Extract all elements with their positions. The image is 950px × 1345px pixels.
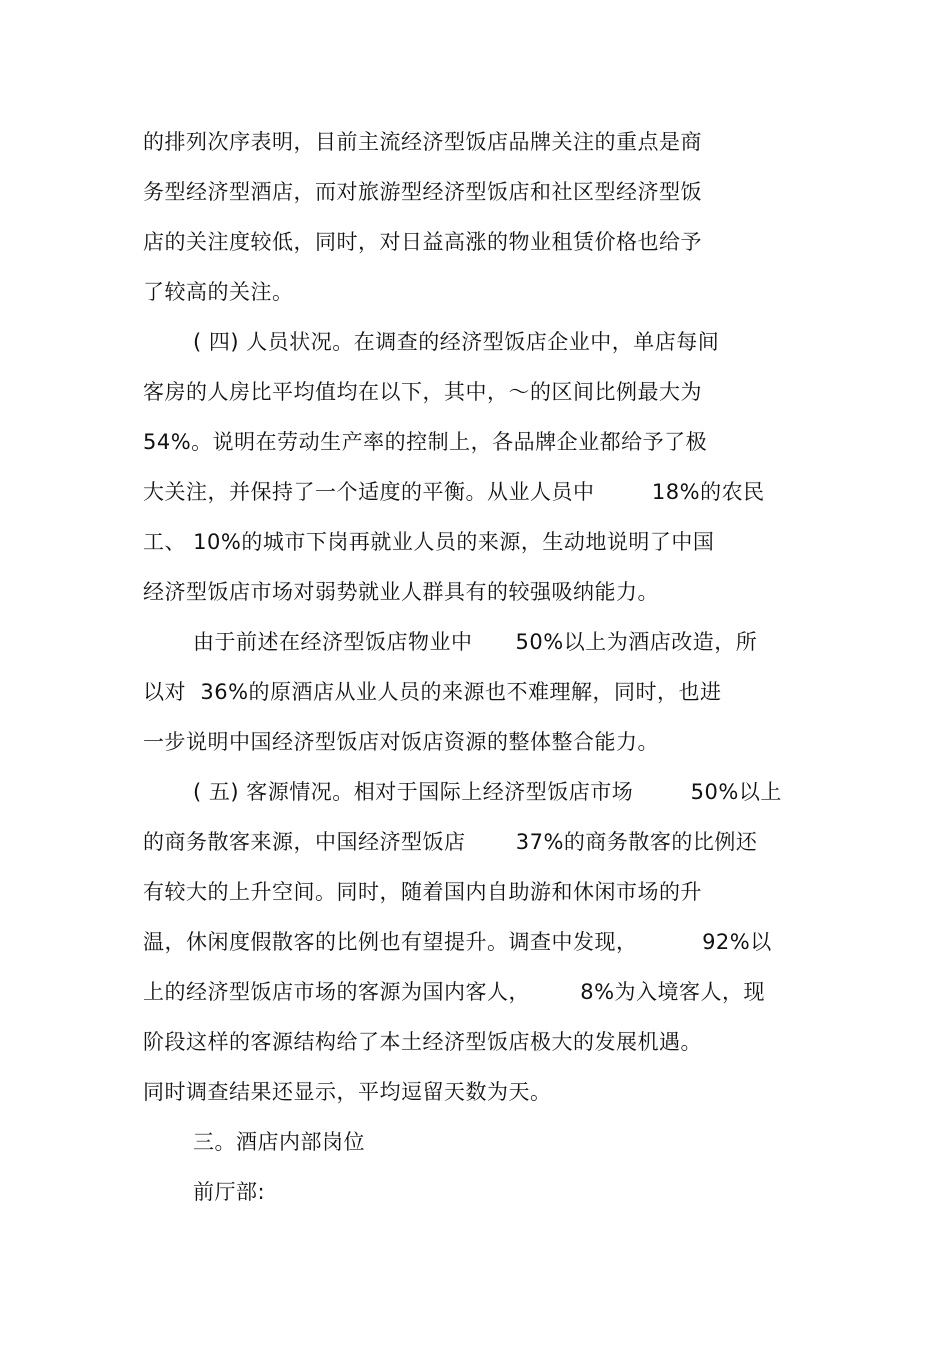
text-line-20: 同时调查结果还显示，平均逗留天数为天。: [143, 1080, 552, 1104]
text-line-9: 工、 10%的城市下岗再就业人员的来源，生动地说明了中国: [143, 530, 715, 554]
front-office-heading: 前厅部:: [193, 1180, 266, 1204]
text-line-3: 店的关注度较低，同时，对日益高涨的物业租赁价格也给予: [143, 230, 702, 254]
section-three-heading: 三。酒店内部岗位: [193, 1130, 365, 1154]
text-line-15: 的商务散客来源，中国经济型饭店 37%的商务散客的比例还: [143, 830, 758, 854]
text-line-16: 有较大的上升空间。同时，随着国内自助游和休闲市场的升: [143, 880, 702, 904]
text-line-18: 上的经济型饭店市场的客源为国内客人， 8%为入境客人，现: [143, 980, 766, 1004]
text-line-12: 以对 36%的原酒店从业人员的来源也不难理解，同时，也进: [143, 680, 722, 704]
text-line-1: 的排列次序表明，目前主流经济型饭店品牌关注的重点是商: [143, 130, 702, 154]
text-line-11: 由于前述在经济型饭店物业中 50%以上为酒店改造，所: [193, 630, 758, 654]
text-line-17: 温，休闲度假散客的比例也有望提升。调查中发现， 92%以: [143, 930, 772, 954]
text-line-19: 阶段这样的客源结构给了本土经济型饭店极大的发展机遇。: [143, 1030, 702, 1054]
text-line-13: 一步说明中国经济型饭店对饭店资源的整体整合能力。: [143, 730, 659, 754]
text-line-4: 了较高的关注。: [143, 280, 294, 304]
text-line-8: 大关注，并保持了一个适度的平衡。从业人员中 18%的农民: [143, 480, 765, 504]
text-line-7: 54%。说明在劳动生产率的控制上，各品牌企业都给予了极: [143, 430, 708, 454]
text-line-6: 客房的人房比平均值均在以下，其中，～的区间比例最大为: [143, 380, 702, 404]
section-five-heading-line: ( 五) 客源情况。相对于国际上经济型饭店市场 50%以上: [193, 780, 782, 804]
text-line-10: 经济型饭店市场对弱势就业人群具有的较强吸纳能力。: [143, 580, 659, 604]
section-four-heading-line: ( 四) 人员状况。在调查的经济型饭店企业中，单店每间: [193, 330, 720, 354]
text-line-2: 务型经济型酒店，而对旅游型经济型饭店和社区型经济型饭: [143, 180, 702, 204]
